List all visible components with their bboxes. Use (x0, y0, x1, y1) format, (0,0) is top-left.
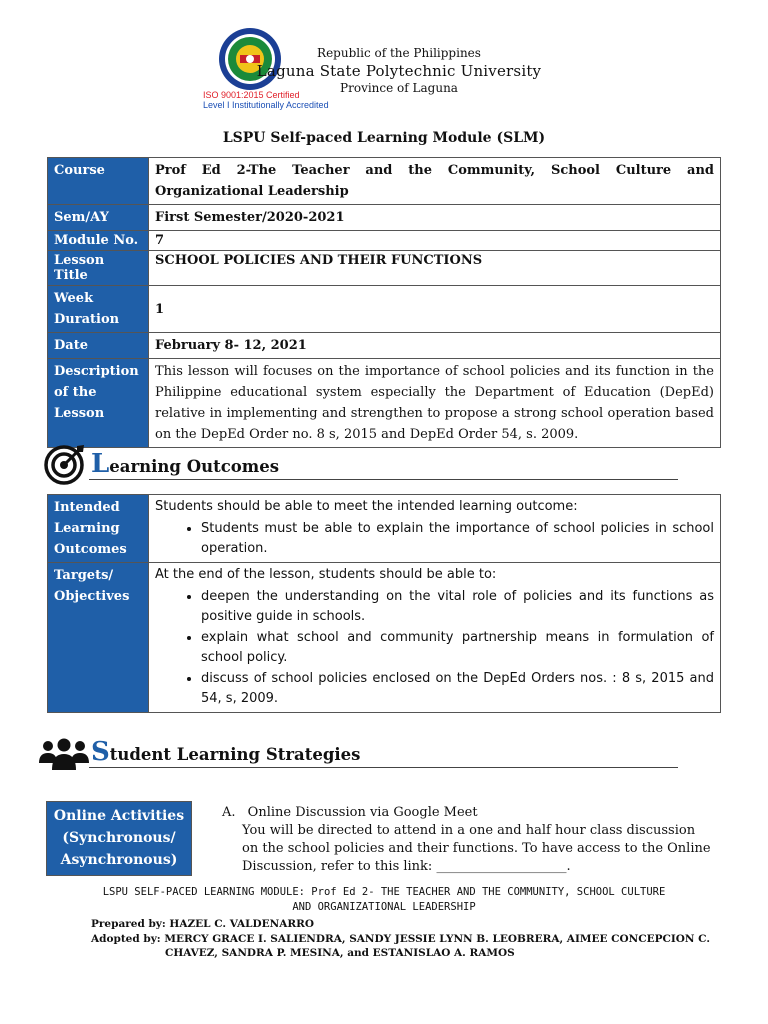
accreditation-level: Level I Institutionally Accredited (203, 100, 329, 110)
heading-text: earning Outcomes (109, 457, 279, 476)
row-label: Module No. (48, 231, 149, 251)
table-row (48, 158, 721, 205)
adopted-by-line-2: CHAVEZ, SANDRA P. MESINA, and ESTANISLAO A. RAMOS (165, 947, 515, 959)
table-row (48, 359, 721, 448)
online-activities-table (46, 801, 722, 876)
heading-initial: S (91, 737, 110, 767)
list-item: • discuss of school policies enclosed on the DepEd Orders nos. : 8 s, 2015 and 54, s, 2009. (201, 669, 714, 709)
learning-outcomes-table (47, 494, 721, 713)
row-label: Description of the Lesson (48, 359, 149, 448)
prepared-by: Prepared by: HAZEL C. VALDENARRO (91, 918, 315, 930)
intended-outcomes-cell (149, 495, 721, 563)
targets-cell (149, 563, 721, 713)
date-value: February 8- 12, 2021 (149, 333, 721, 359)
university-name: Laguna State Polytechnic University (256, 62, 542, 80)
module-title: LSPU Self-paced Learning Module (SLM) (222, 130, 546, 146)
table-row (48, 231, 721, 251)
section-divider (89, 479, 678, 480)
footer-line-1: LSPU SELF-PACED LEARNING MODULE: Prof Ed 2- THE TEACHER AND THE COMMUNITY, SCHOOL CULTURE (102, 886, 666, 898)
module-number-value: 7 (149, 231, 721, 251)
learning-outcomes-heading (91, 449, 279, 479)
intended-list (155, 519, 714, 559)
activity-description: You will be directed to attend in a one and half hour class discussion on the school policies and their functions. To have access to the Online Discussion, refer to this link: ____________________. (242, 822, 711, 874)
table-row (47, 802, 723, 876)
row-label: Lesson Title (48, 251, 149, 286)
table-row (48, 495, 721, 563)
heading-text: tudent Learning Strategies (109, 745, 361, 764)
activity-marker: A. (222, 804, 236, 820)
lesson-title-value: SCHOOL POLICIES AND THEIR FUNCTIONS (149, 251, 721, 286)
row-label: Week Duration (48, 286, 149, 333)
targets-intro: At the end of the lesson, students should be able to: (155, 567, 497, 582)
adopted-by-line-1: Adopted by: MERCY GRACE I. SALIENDRA, SANDY JESSIE LYNN B. LEOBRERA, AIMEE CONCEPCION C. (91, 933, 711, 945)
targets-list (155, 587, 714, 709)
table-row (48, 205, 721, 231)
course-value: Prof Ed 2-The Teacher and the Community, School Culture and Organizational Leadership (149, 158, 721, 205)
group-people-icon (38, 737, 90, 771)
row-label: Date (48, 333, 149, 359)
module-info-table (47, 157, 721, 448)
table-row (48, 251, 721, 286)
table-row (48, 563, 721, 713)
online-activity-cell (192, 802, 723, 876)
table-row (48, 286, 721, 333)
row-label: Sem/AY (48, 205, 149, 231)
row-label: Course (48, 158, 149, 205)
description-value: This lesson will focuses on the importance of school policies and its function in the Philippine educational system especially the Department of Education (DepEd) relative in implementing and strengthen to propose a strong school operation based on the DepEd Order no. 8 s, 2015 and DepEd Order 54, s. 2009. (149, 359, 721, 448)
sem-value: First Semester/2020-2021 (149, 205, 721, 231)
strategies-heading (91, 737, 360, 767)
republic-line: Republic of the Philippines (317, 46, 481, 60)
list-item: • deepen the understanding on the vital role of policies and its functions as positive guide in schools. (201, 587, 714, 627)
province-line: Province of Laguna (340, 81, 458, 95)
online-activities-label: Online Activities (Synchronous/ Asynchronous) (47, 802, 192, 876)
heading-initial: L (91, 449, 110, 479)
list-item: • Students must be able to explain the importance of school policies in school operation. (201, 519, 714, 559)
iso-certification: ISO 9001:2015 Certified (203, 90, 300, 100)
activity-title-line (222, 804, 712, 822)
activity-title: Online Discussion via Google Meet (247, 804, 478, 820)
week-duration-value: 1 (149, 286, 721, 333)
intended-intro: Students should be able to meet the intended learning outcome: (155, 499, 578, 514)
list-item: • explain what school and community partnership means in formulation of school policy. (201, 628, 714, 668)
target-icon (44, 443, 86, 485)
row-label: Intended Learning Outcomes (48, 495, 149, 563)
footer-line-2: AND ORGANIZATIONAL LEADERSHIP (292, 901, 476, 913)
row-label: Targets/ Objectives (48, 563, 149, 713)
table-row (48, 333, 721, 359)
section-divider (89, 767, 678, 768)
